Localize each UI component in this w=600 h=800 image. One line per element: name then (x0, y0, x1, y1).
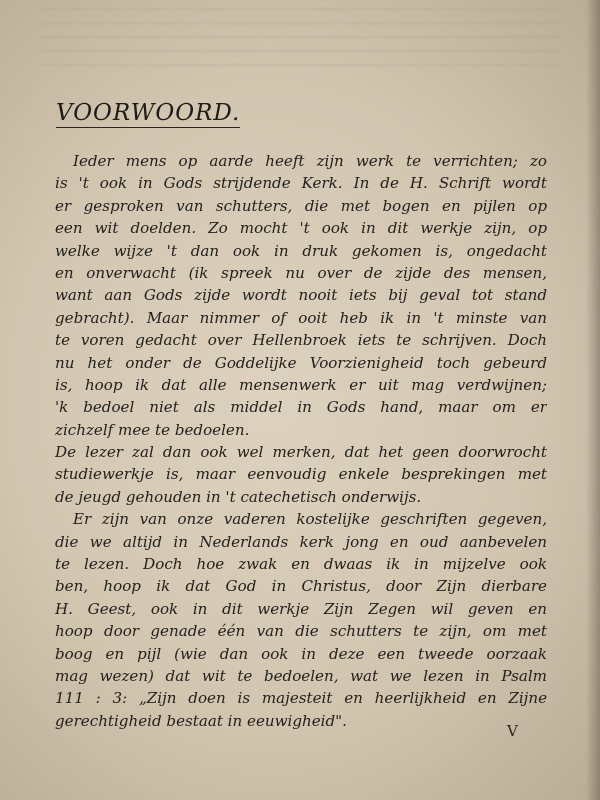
page-heading: VOORWOORD. (56, 100, 241, 126)
text-line: en onverwacht (ik spreek nu over de zijde des mensen, (55, 263, 547, 282)
text-line: hoop door genade één van die schutters te zijn, om met (55, 622, 547, 641)
text-line: een wit doelden. Zo mocht 't ook in dit werkje zijn, op (55, 219, 547, 238)
text-line: gerechtigheid bestaat in eeuwigheid". (55, 711, 347, 730)
text-line: De lezer zal dan ook wel merken, dat het geen doorwrocht (55, 443, 547, 462)
page-edge-shadow (586, 0, 600, 800)
text-line: die we altijd in Nederlands kerk jong en oud aanbevelen (55, 532, 547, 551)
text-line: want aan Gods zijde wordt nooit iets bij geval tot stand (55, 286, 547, 305)
text-line: te voren gedacht over Hellenbroek iets te schrijven. Doch (55, 331, 547, 350)
text-line: ben, hoop ik dat God in Christus, door Zijn dierbare (55, 577, 547, 596)
text-line: te lezen. Doch hoe zwak en dwaas ik in mijzelve ook (55, 555, 547, 574)
text-line: is 't ook in Gods strijdende Kerk. In de H. Schrift wordt (55, 174, 547, 193)
text-line: mag wezen) dat wit te bedoelen, wat we lezen in Psalm (55, 666, 547, 685)
text-line: is, hoop ik dat alle mensenwerk er uit mag verdwijnen; (55, 375, 547, 394)
text-line: Er zijn van onze vaderen kostelijke geschriften gegeven, (73, 510, 547, 529)
text-line: Ieder mens op aarde heeft zijn werk te verrichten; zo (73, 152, 547, 170)
text-line: zichzelf mee te bedoelen. (55, 420, 250, 439)
text-line: 'k bedoel niet als middel in Gods hand, maar om er (55, 398, 547, 417)
text-line: de jeugd gehouden in 't catechetisch onderwijs. (55, 487, 422, 506)
text-line: 111 : 3: „Zijn doen is majesteit en heerlijkheid en Zijne (55, 689, 547, 708)
text-line: welke wijze 't dan ook in druk gekomen is, ongedacht (55, 241, 547, 260)
page-number: V (507, 722, 518, 740)
bleed-through-text (40, 8, 560, 78)
body-text (55, 150, 547, 732)
text-line: studiewerkje is, maar eenvoudig enkele besprekingen met (55, 465, 547, 484)
text-line: boog en pijl (wie dan ook in deze een tweede oorzaak (55, 644, 547, 663)
text-line: gebracht). Maar nimmer of ooit heb ik in 't minste van (55, 308, 547, 327)
text-line: H. Geest, ook in dit werkje Zijn Zegen wil geven en (55, 599, 547, 618)
text-line: nu het onder de Goddelijke Voorzienigheid toch gebeurd (55, 353, 547, 372)
text-line: er gesproken van schutters, die met bogen en pijlen op (55, 196, 547, 215)
